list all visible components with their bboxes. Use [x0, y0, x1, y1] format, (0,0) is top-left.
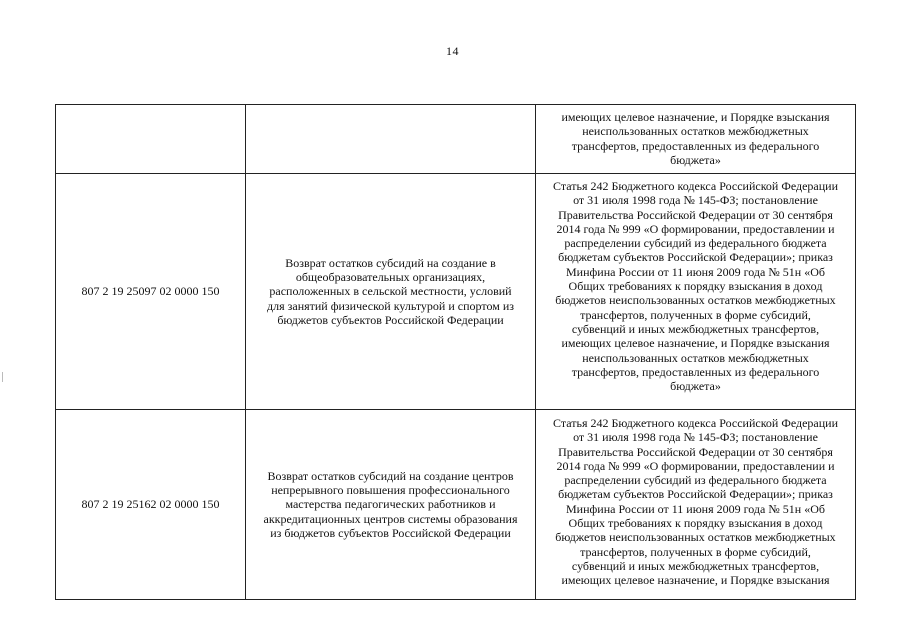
legal-basis-line: бюджетам субъектов Российской Федерации»; приказ: [558, 250, 833, 265]
legal-basis-line: бюджетам субъектов Российской Федерации»; приказ: [558, 487, 833, 502]
document-table: [55, 104, 856, 600]
revenue-name-line: аккредитационных центров системы образования: [263, 511, 518, 526]
scan-margin-mark: [2, 372, 3, 382]
legal-basis-line: трансфертов, полученных в форме субсидий,: [580, 307, 811, 322]
revenue-name-cell: [246, 174, 536, 410]
legal-basis-line: распределении субсидий из федерального бюджета: [564, 236, 827, 251]
legal-basis-line: Общих требованиях к порядку взыскания в доход: [568, 516, 823, 531]
legal-basis-cell: [536, 174, 856, 410]
legal-basis-line: от 31 июля 1998 года № 145-ФЗ; постановление: [573, 193, 818, 208]
legal-basis-line: Правительства Российской Федерации от 30 сентября: [558, 207, 833, 222]
revenue-name-line: бюджетов субъектов Российской Федерации: [277, 312, 504, 327]
legal-basis-line: трансфертов, предоставленных из федерального: [571, 138, 820, 153]
legal-basis-line: бюджета»: [670, 379, 721, 394]
revenue-name-line: непрерывного повышения профессионального: [271, 483, 510, 498]
legal-basis-line: неиспользованных остатков межбюджетных: [582, 124, 809, 139]
revenue-name-line: Возврат остатков субсидий на создание центров: [267, 468, 514, 483]
legal-basis-line: 2014 года № 999 «О формировании, предоставлении и: [556, 221, 835, 236]
legal-basis-line: бюджетов неиспользованных остатков межбюджетных: [555, 293, 836, 308]
revenue-name-line: расположенных в сельской местности, условий: [269, 284, 512, 299]
legal-basis-line: Статья 242 Бюджетного кодекса Российской Федерации: [552, 416, 839, 430]
budget-code-cell: 807 2 19 25097 02 0000 150: [56, 174, 246, 410]
legal-basis-line: имеющих целевое назначение, и Порядке взыскания: [561, 336, 830, 351]
legal-basis-line: распределении субсидий из федерального бюджета: [564, 473, 827, 488]
revenue-name-line: для занятий физической культурой и спортом из: [267, 298, 514, 313]
revenue-name-line: Возврат остатков субсидий на создание в: [285, 255, 496, 270]
legal-basis-line: неиспользованных остатков межбюджетных: [582, 350, 809, 365]
revenue-name-cell: [246, 410, 536, 600]
legal-basis-line: трансфертов, полученных в форме субсидий,: [580, 544, 811, 559]
legal-basis-cell: [536, 105, 856, 174]
revenue-name-line: мастерства педагогических работников и: [285, 497, 496, 512]
legal-basis-line: Общих требованиях к порядку взыскания в доход: [568, 279, 823, 294]
legal-basis-line: имеющих целевое назначение, и Порядке взыскания: [561, 110, 830, 124]
legal-basis-line: Минфина России от 11 июня 2009 года № 51н «Об: [566, 501, 825, 516]
budget-code-cell: 807 2 19 25162 02 0000 150: [56, 410, 246, 600]
table-row: [56, 410, 856, 600]
budget-code-cell: [56, 105, 246, 174]
legal-basis-line: субвенций и иных межбюджетных трансфертов,: [571, 558, 820, 573]
legal-basis-line: Минфина России от 11 июня 2009 года № 51н «Об: [566, 264, 825, 279]
page-number: 14: [446, 44, 459, 58]
legal-basis-cell: [536, 410, 856, 600]
legal-basis-line: от 31 июля 1998 года № 145-ФЗ; постановление: [573, 430, 818, 445]
table-row: [56, 105, 856, 174]
legal-basis-line: бюджетов неиспользованных остатков межбюджетных: [555, 530, 836, 545]
revenue-name-line: общеобразовательных организациях,: [295, 270, 486, 285]
legal-basis-line: бюджета»: [670, 152, 721, 167]
revenue-name-cell: [246, 105, 536, 174]
legal-basis-line: субвенций и иных межбюджетных трансфертов,: [571, 321, 820, 336]
legal-basis-line: 2014 года № 999 «О формировании, предоставлении и: [556, 458, 835, 473]
legal-basis-line: трансфертов, предоставленных из федерального: [571, 364, 820, 379]
revenue-name-line: из бюджетов субъектов Российской Федерации: [270, 525, 511, 540]
legal-basis-line: Правительства Российской Федерации от 30 сентября: [558, 444, 833, 459]
legal-basis-line: Статья 242 Бюджетного кодекса Российской Федерации: [552, 179, 839, 193]
table-row: [56, 174, 856, 410]
legal-basis-line: имеющих целевое назначение, и Порядке взыскания: [561, 573, 830, 588]
